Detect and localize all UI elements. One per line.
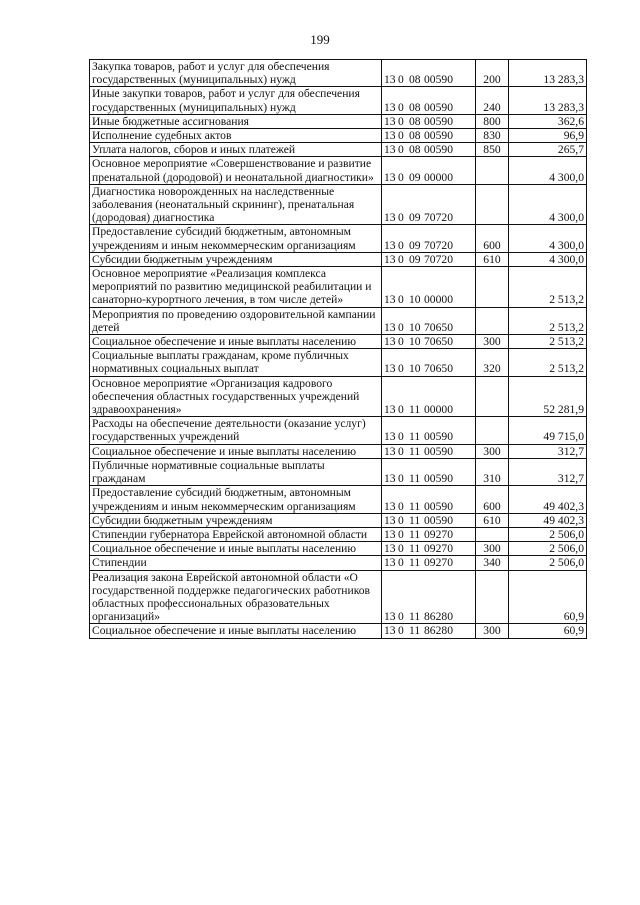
expense-name-cell: Исполнение судебных актов [90,129,382,143]
code-part: 11 [409,513,421,527]
classification-code-cell [382,376,476,417]
amount-cell: 49 402,3 [509,486,587,513]
code-part: 70650 [424,335,453,349]
amount-cell: 96,9 [509,129,587,143]
code-part: 0 [398,362,404,376]
expense-name-cell: Основное мероприятие «Реализация комплекса мероприятий по развитию медицинской реабилитации и санаторно-курортного лечения, в том числе детей» [90,267,382,308]
expense-type-cell: 300 [476,444,509,458]
code-part: 11 [409,444,421,458]
code-part: 09270 [424,556,453,570]
code-part: 00590 [424,513,453,527]
classification-code-cell [382,458,476,485]
classification-code-cell [382,335,476,349]
code-part: 11 [409,610,421,624]
code-part: 00000 [424,170,453,184]
code-part: 13 [384,129,396,143]
expense-name-cell: Стипендии губернатора Еврейской автономной области [90,527,382,541]
code-part: 13 [384,73,396,87]
expense-name-cell: Диагностика новорожденных на наследственные заболевания (неонатальный скрининг), пренатальная (дородовая) диагностика [90,184,382,225]
code-part: 00590 [424,73,453,87]
code-part: 13 [384,143,396,157]
code-part: 08 [409,129,421,143]
expense-name-cell: Социальное обеспечение и иные выплаты населению [90,335,382,349]
code-part: 13 [384,238,396,252]
amount-cell: 4 300,0 [509,157,587,184]
expense-type-cell [476,527,509,541]
code-part: 0 [398,170,404,184]
code-part: 0 [398,499,404,513]
expense-name-cell: Социальное обеспечение и иные выплаты населению [90,624,382,638]
table-row [90,527,587,541]
code-part: 0 [398,252,404,266]
expense-type-cell: 300 [476,335,509,349]
code-part: 11 [409,472,421,486]
code-part: 00590 [424,430,453,444]
expense-type-cell: 200 [476,60,509,87]
amount-cell: 2 513,2 [509,335,587,349]
code-part: 00000 [424,293,453,307]
classification-code-cell [382,114,476,128]
amount-cell: 13 283,3 [509,60,587,87]
budget-table-body [90,60,587,639]
expense-type-cell [476,157,509,184]
code-part: 13 [384,430,396,444]
amount-cell: 265,7 [509,143,587,157]
code-part: 13 [384,100,396,114]
code-part: 13 [384,403,396,417]
expense-type-cell: 800 [476,114,509,128]
amount-cell: 2 513,2 [509,307,587,334]
table-row [90,513,587,527]
classification-code-cell [382,486,476,513]
code-part: 11 [409,542,421,556]
code-part: 13 [384,335,396,349]
amount-cell: 49 715,0 [509,417,587,444]
code-part: 00590 [424,444,453,458]
code-part: 13 [384,293,396,307]
code-part: 70720 [424,252,453,266]
code-part: 0 [398,624,404,638]
code-part: 00590 [424,143,453,157]
table-row [90,87,587,114]
code-part: 0 [398,114,404,128]
code-part: 0 [398,320,404,334]
code-part: 11 [409,430,421,444]
code-part: 0 [398,610,404,624]
code-part: 10 [409,293,421,307]
expense-name-cell: Расходы на обеспечение деятельности (оказание услуг) государственных учреждений [90,417,382,444]
code-part: 13 [384,610,396,624]
expense-type-cell: 610 [476,513,509,527]
expense-name-cell: Основное мероприятие «Организация кадрового обеспечения областных государственных учреждений здравоохранения» [90,376,382,417]
amount-cell: 2 513,2 [509,267,587,308]
expense-name-cell: Иные бюджетные ассигнования [90,114,382,128]
classification-code-cell [382,542,476,556]
code-part: 13 [384,527,396,541]
table-row [90,458,587,485]
amount-cell: 312,7 [509,458,587,485]
code-part: 0 [398,238,404,252]
code-part: 70650 [424,362,453,376]
table-row [90,376,587,417]
code-part: 11 [409,499,421,513]
code-part: 0 [398,430,404,444]
code-part: 00590 [424,472,453,486]
code-part: 13 [384,170,396,184]
code-part: 00590 [424,499,453,513]
code-part: 00590 [424,100,453,114]
table-row [90,486,587,513]
classification-code-cell [382,624,476,638]
code-part: 13 [384,542,396,556]
table-row [90,542,587,556]
code-part: 11 [409,624,421,638]
classification-code-cell [382,143,476,157]
expense-name-cell: Предоставление субсидий бюджетным, автономным учреждениям и иным некоммерческим организациям [90,225,382,252]
code-part: 10 [409,320,421,334]
code-part: 0 [398,472,404,486]
code-part: 86280 [424,624,453,638]
expense-type-cell: 310 [476,458,509,485]
expense-name-cell: Закупка товаров, работ и услуг для обеспечения государственных (муниципальных) нужд [90,60,382,87]
code-part: 0 [398,73,404,87]
code-part: 0 [398,293,404,307]
classification-code-cell [382,225,476,252]
classification-code-cell [382,157,476,184]
expense-name-cell: Социальные выплаты гражданам, кроме публичных нормативных социальных выплат [90,349,382,376]
code-part: 0 [398,542,404,556]
code-part: 13 [384,252,396,266]
code-part: 0 [398,556,404,570]
code-part: 09 [409,170,421,184]
code-part: 0 [398,143,404,157]
expense-name-cell: Мероприятия по проведению оздоровительной кампании детей [90,307,382,334]
classification-code-cell [382,556,476,570]
table-row [90,267,587,308]
amount-cell: 13 283,3 [509,87,587,114]
expense-type-cell: 600 [476,486,509,513]
code-part: 13 [384,556,396,570]
code-part: 10 [409,362,421,376]
expense-name-cell: Социальное обеспечение и иные выплаты населению [90,542,382,556]
expense-name-cell: Уплата налогов, сборов и иных платежей [90,143,382,157]
table-row [90,157,587,184]
classification-code-cell [382,307,476,334]
code-part: 70650 [424,320,453,334]
code-part: 13 [384,320,396,334]
code-part: 0 [398,444,404,458]
code-part: 70720 [424,211,453,225]
code-part: 0 [398,513,404,527]
budget-table [89,59,587,639]
table-row [90,252,587,266]
expense-type-cell [476,267,509,308]
table-row [90,114,587,128]
expense-type-cell: 610 [476,252,509,266]
amount-cell: 312,7 [509,444,587,458]
classification-code-cell [382,184,476,225]
code-part: 08 [409,114,421,128]
code-part: 11 [409,403,421,417]
expense-name-cell: Реализация закона Еврейской автономной области «О государственной поддержке педагогических работников областных профессиональных образовательных организаций» [90,570,382,624]
amount-cell: 4 300,0 [509,225,587,252]
page-number: 199 [310,32,330,47]
expense-name-cell: Субсидии бюджетным учреждениям [90,513,382,527]
amount-cell: 49 402,3 [509,513,587,527]
code-part: 08 [409,143,421,157]
expense-type-cell [476,184,509,225]
code-part: 13 [384,499,396,513]
code-part: 0 [398,211,404,225]
code-part: 13 [384,513,396,527]
expense-name-cell: Публичные нормативные социальные выплаты гражданам [90,458,382,485]
expense-name-cell: Социальное обеспечение и иные выплаты населению [90,444,382,458]
classification-code-cell [382,129,476,143]
classification-code-cell [382,87,476,114]
classification-code-cell [382,444,476,458]
classification-code-cell [382,252,476,266]
code-part: 09270 [424,527,453,541]
table-row [90,417,587,444]
table-row [90,60,587,87]
amount-cell: 2 513,2 [509,349,587,376]
table-row [90,444,587,458]
code-part: 13 [384,362,396,376]
code-part: 00000 [424,403,453,417]
table-row [90,349,587,376]
code-part: 08 [409,73,421,87]
table-row [90,624,587,638]
expense-name-cell: Субсидии бюджетным учреждениям [90,252,382,266]
code-part: 00590 [424,114,453,128]
expense-name-cell: Иные закупки товаров, работ и услуг для обеспечения государственных (муниципальных) нужд [90,87,382,114]
table-row [90,335,587,349]
code-part: 0 [398,129,404,143]
classification-code-cell [382,349,476,376]
code-part: 13 [384,472,396,486]
classification-code-cell [382,570,476,624]
amount-cell: 52 281,9 [509,376,587,417]
expense-name-cell: Стипендии [90,556,382,570]
amount-cell: 4 300,0 [509,252,587,266]
code-part: 0 [398,100,404,114]
expense-type-cell [476,307,509,334]
amount-cell: 60,9 [509,570,587,624]
table-row [90,184,587,225]
code-part: 11 [409,556,421,570]
expense-type-cell: 320 [476,349,509,376]
expense-name-cell: Предоставление субсидий бюджетным, автономным учреждениям и иным некоммерческим организациям [90,486,382,513]
classification-code-cell [382,417,476,444]
amount-cell: 2 506,0 [509,556,587,570]
amount-cell: 362,6 [509,114,587,128]
code-part: 10 [409,335,421,349]
amount-cell: 2 506,0 [509,527,587,541]
code-part: 0 [398,527,404,541]
expense-type-cell: 850 [476,143,509,157]
amount-cell: 60,9 [509,624,587,638]
table-row [90,570,587,624]
table-row [90,556,587,570]
code-part: 09270 [424,542,453,556]
classification-code-cell [382,513,476,527]
code-part: 09 [409,252,421,266]
expense-type-cell: 600 [476,225,509,252]
table-row [90,129,587,143]
code-part: 0 [398,403,404,417]
code-part: 13 [384,624,396,638]
code-part: 13 [384,444,396,458]
expense-type-cell [476,570,509,624]
code-part: 0 [398,335,404,349]
amount-cell: 4 300,0 [509,184,587,225]
code-part: 09 [409,211,421,225]
expense-name-cell: Основное мероприятие «Совершенствование и развитие пренатальной (дородовой) и неонатальной диагностики» [90,157,382,184]
expense-type-cell: 340 [476,556,509,570]
table-row [90,225,587,252]
expense-type-cell: 300 [476,624,509,638]
table-row [90,307,587,334]
code-part: 09 [409,238,421,252]
expense-type-cell: 240 [476,87,509,114]
table-row [90,143,587,157]
code-part: 86280 [424,610,453,624]
classification-code-cell [382,60,476,87]
expense-type-cell [476,417,509,444]
code-part: 00590 [424,129,453,143]
amount-cell: 2 506,0 [509,542,587,556]
classification-code-cell [382,267,476,308]
code-part: 13 [384,114,396,128]
expense-type-cell [476,376,509,417]
code-part: 70720 [424,238,453,252]
code-part: 13 [384,211,396,225]
code-part: 08 [409,100,421,114]
expense-type-cell: 300 [476,542,509,556]
classification-code-cell [382,527,476,541]
expense-type-cell: 830 [476,129,509,143]
code-part: 11 [409,527,421,541]
